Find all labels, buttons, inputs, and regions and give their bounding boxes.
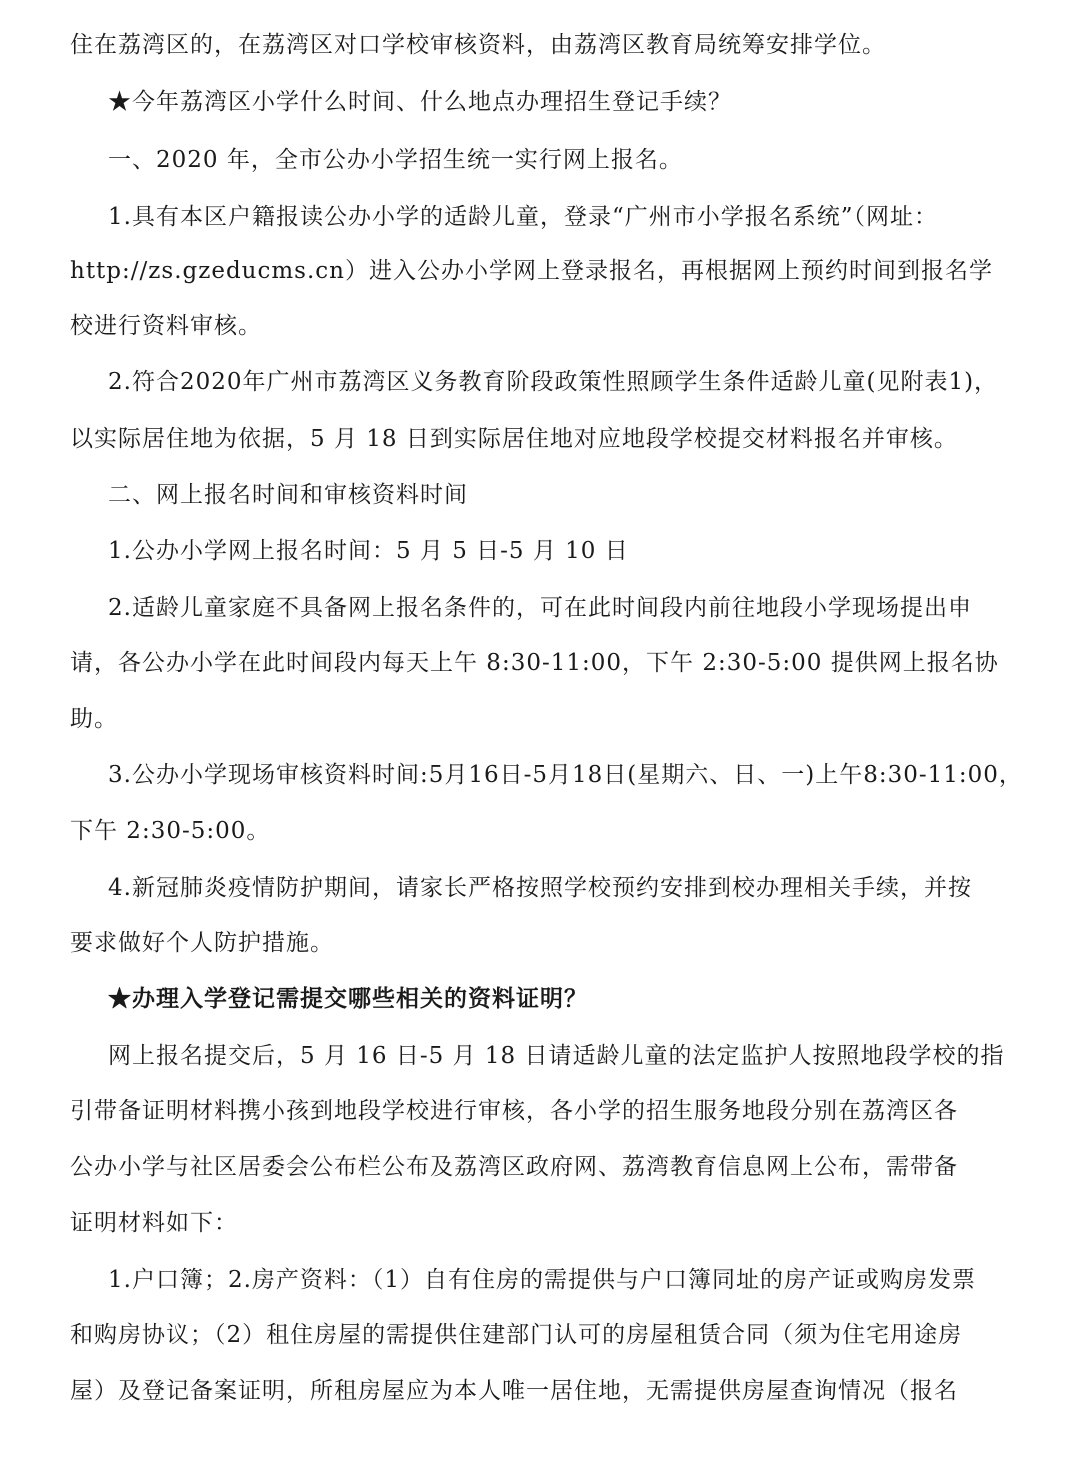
text-line-21: 公办小学与社区居委会公布栏公布及荔湾区政府网、荔湾教育信息网上公布，需带备 (70, 1154, 958, 1180)
text-line-5: http://zs.gzeducms.cn）进入公办小学网上登录报名，再根据网上预约时间到报名学 (70, 258, 993, 284)
text-line-10: 1.公办小学网上报名时间：5 月 5 日-5 月 10 日 (108, 538, 629, 564)
text-line-17: 要求做好个人防护措施。 (70, 930, 334, 956)
text-line-4: 1.具有本区户籍报读公办小学的适龄儿童，登录“广州市小学报名系统”（网址： (108, 204, 938, 230)
text-line-15: 下午 2:30-5:00。 (70, 818, 271, 844)
text-line-9: 二、网上报名时间和审核资料时间 (108, 482, 468, 508)
text-line-19: 网上报名提交后，5 月 16 日-5 月 18 日请适龄儿童的法定监护人按照地段学校的指 (108, 1043, 1005, 1069)
section-question-1: ★今年荔湾区小学什么时间、什么地点办理招生登记手续？ (108, 89, 732, 115)
text-line-1: 住在荔湾区的，在荔湾区对口学校审核资料，由荔湾区教育局统筹安排学位。 (70, 32, 886, 58)
text-line-6: 校进行资料审核。 (70, 313, 262, 339)
text-line-24: 和购房协议；（2）租住房屋的需提供住建部门认可的房屋租赁合同（须为住宅用途房 (70, 1322, 963, 1348)
text-line-11: 2.适龄儿童家庭不具备网上报名条件的，可在此时间段内前往地段小学现场提出申 (108, 595, 972, 621)
text-line-8: 以实际居住地为依据，5 月 18 日到实际居住地对应地段学校提交材料报名并审核。 (70, 426, 958, 452)
section-question-2: ★办理入学登记需提交哪些相关的资料证明？ (108, 985, 588, 1012)
text-line-14: 3.公办小学现场审核资料时间:5月16日-5月18日(星期六、日、一)上午8:30-11:00， (108, 762, 1023, 788)
text-line-23: 1.户口簿；2.房产资料：（1）自有住房的需提供与户口簿同址的房产证或购房发票 (108, 1267, 977, 1293)
text-line-20: 引带备证明材料携小孩到地段学校进行审核，各小学的招生服务地段分别在荔湾区各 (70, 1098, 958, 1124)
text-line-7: 2.符合2020年广州市荔湾区义务教育阶段政策性照顾学生条件适龄儿童(见附表1)， (108, 369, 999, 395)
text-line-22: 证明材料如下： (70, 1210, 238, 1236)
text-line-16: 4.新冠肺炎疫情防护期间，请家长严格按照学校预约安排到校办理相关手续，并按 (108, 875, 972, 901)
text-line-3: 一、2020 年，全市公办小学招生统一实行网上报名。 (108, 147, 683, 173)
text-line-13: 助。 (70, 706, 118, 732)
text-line-12: 请，各公办小学在此时间段内每天上午 8:30-11:00，下午 2:30-5:00 提供网上报名协 (70, 650, 999, 676)
text-line-25: 屋）及登记备案证明，所租房屋应为本人唯一居住地，无需提供房屋查询情况（报名 (70, 1378, 958, 1404)
